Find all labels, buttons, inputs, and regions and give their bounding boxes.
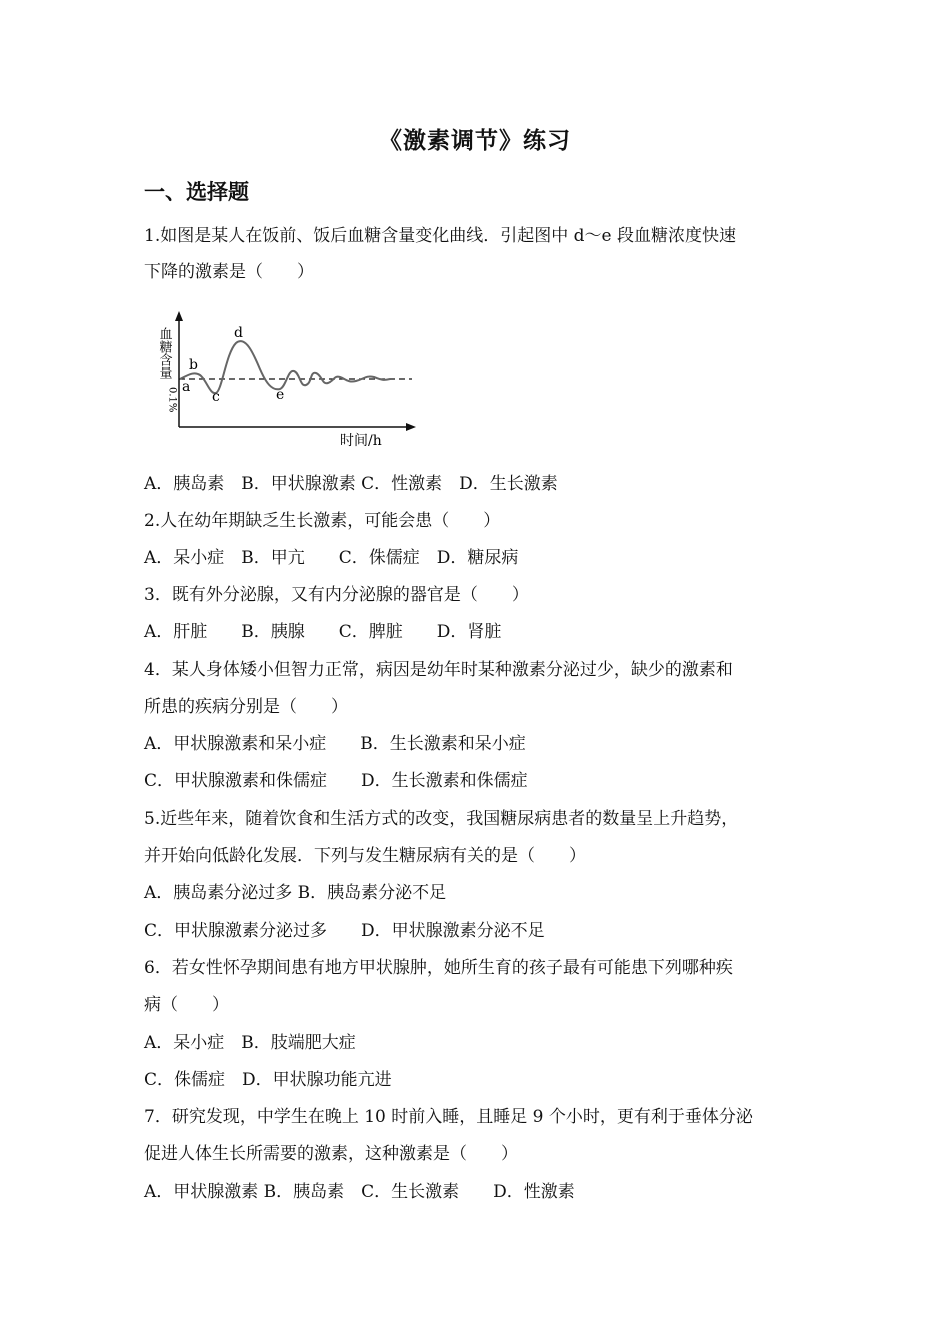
x-axis-arrow — [406, 423, 416, 431]
point-e-label: e — [276, 387, 285, 403]
q5-options-line-2: C．甲状腺激素分泌过多 D．甲状腺激素分泌不足 — [144, 921, 545, 941]
q4-options-line-1: A．甲状腺激素和呆小症 B．生长激素和呆小症 — [144, 734, 526, 754]
y-axis-arrow — [175, 311, 183, 321]
q3-stem: 3．既有外分泌腺，又有内分泌腺的器官是（ ） — [144, 585, 529, 605]
q1-stem-line-1: 1.如图是某人在饭前、饭后血糖含量变化曲线．引起图中 d～e 段血糖浓度快速 — [144, 226, 736, 246]
blood-glucose-figure — [144, 305, 434, 455]
q6-stem-line-2: 病（ ） — [144, 995, 229, 1015]
page-title: 《激素调节》练习 — [379, 128, 571, 154]
q4-stem-line-2: 所患的疾病分别是（ ） — [144, 697, 348, 717]
y-axis-value: 0.1% — [166, 387, 178, 413]
glucose-curve — [180, 341, 390, 393]
y-axis-label: 血糖含量 — [156, 327, 172, 379]
blood-glucose-curve-diagram — [144, 305, 434, 455]
q7-stem-line-2: 促进人体生长所需要的激素，这种激素是（ ） — [144, 1144, 518, 1164]
q3-options: A．肝脏 B．胰腺 C．脾脏 D．肾脏 — [144, 622, 502, 642]
point-c-label: c — [212, 389, 220, 405]
q1-options: A．胰岛素 B．甲状腺激素 C．性激素 D．生长激素 — [144, 474, 558, 494]
q7-options: A．甲状腺激素 B．胰岛素 C．生长激素 D．性激素 — [144, 1182, 575, 1202]
q4-options-line-2: C．甲状腺激素和侏儒症 D．生长激素和侏儒症 — [144, 771, 528, 791]
point-d-label: d — [234, 325, 243, 341]
point-a-label: a — [182, 379, 191, 395]
q1-stem-line-2: 下降的激素是（ ） — [144, 262, 314, 282]
q6-options-line-1: A．呆小症 B．肢端肥大症 — [144, 1033, 356, 1053]
q5-options-line-1: A．胰岛素分泌过多 B．胰岛素分泌不足 — [144, 883, 447, 903]
x-axis-label: 时间/h — [340, 433, 382, 449]
q2-stem: 2.人在幼年期缺乏生长激素，可能会患（ ） — [144, 511, 501, 531]
point-b-label: b — [189, 357, 198, 373]
q5-stem-line-2: 并开始向低龄化发展．下列与发生糖尿病有关的是（ ） — [144, 846, 586, 866]
q2-options: A．呆小症 B．甲亢 C．侏儒症 D．糖尿病 — [144, 548, 519, 568]
q6-options-line-2: C．侏儒症 D．甲状腺功能亢进 — [144, 1070, 392, 1090]
q6-stem-line-1: 6．若女性怀孕期间患有地方甲状腺肿，她所生育的孩子最有可能患下列哪种疾 — [144, 958, 733, 978]
q4-stem-line-1: 4．某人身体矮小但智力正常，病因是幼年时某种激素分泌过少，缺少的激素和 — [144, 660, 733, 680]
q7-stem-line-1: 7．研究发现，中学生在晚上 10 时前入睡，且睡足 9 个小时，更有利于垂体分泌 — [144, 1107, 753, 1127]
section-heading: 一、选择题 — [144, 180, 249, 204]
q5-stem-line-1: 5.近些年来，随着饮食和生活方式的改变，我国糖尿病患者的数量呈上升趋势， — [144, 809, 739, 829]
